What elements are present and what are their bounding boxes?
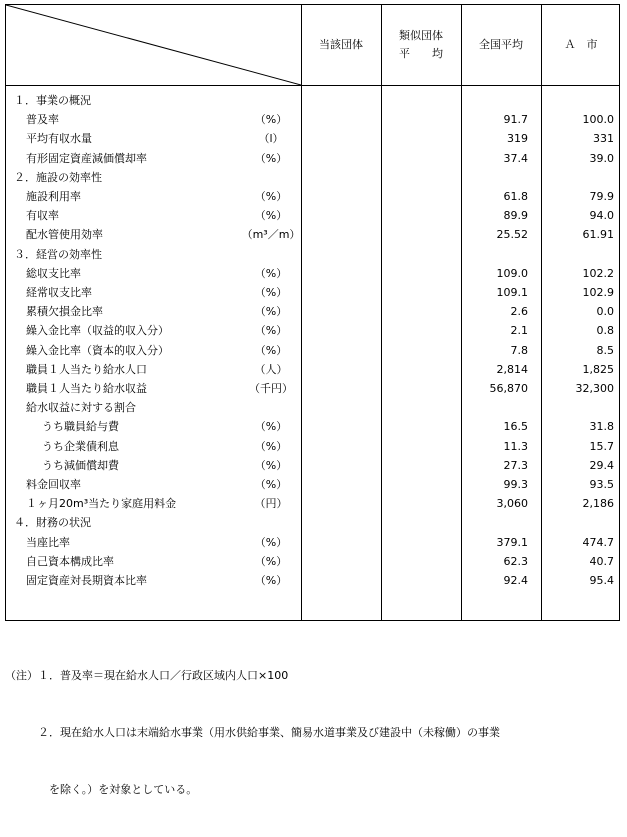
- row-label: 配水管使用効率: [26, 228, 103, 242]
- a-city-value: 2,186: [582, 497, 614, 511]
- table-row: [6, 437, 619, 456]
- header-similar-avg: [381, 5, 461, 85]
- row-unit: （%）: [254, 554, 288, 568]
- a-city-value: 32,300: [575, 382, 614, 395]
- footnote-1: （注）１．普及率＝現在給水人口／行政区域内人口×100: [5, 669, 289, 682]
- table-row: [6, 379, 619, 398]
- row-label: うち減価償却費: [42, 458, 119, 472]
- section-row: [6, 245, 619, 264]
- national-average-value: 56,870: [489, 382, 528, 395]
- table-row: [6, 552, 619, 571]
- header-a-city: Ａ 市: [564, 38, 598, 51]
- a-city-value: 331: [593, 132, 614, 146]
- national-average-value: 11.3: [503, 439, 528, 453]
- national-average-value: 25.52: [496, 228, 528, 242]
- table-row: [6, 110, 619, 129]
- comparison-table: [5, 4, 620, 621]
- row-label: 有収率: [26, 209, 59, 223]
- section-row: [6, 513, 619, 532]
- national-average-value: 99.3: [503, 478, 528, 491]
- table-row: [6, 321, 619, 340]
- row-unit: （%）: [254, 324, 288, 338]
- national-average-value: 379.1: [496, 535, 528, 549]
- table-row: [6, 571, 619, 590]
- row-label: 職員１人当たり給水人口: [26, 362, 147, 376]
- row-unit: （%）: [254, 574, 288, 587]
- header-similar-avg-line1: 類似団体: [399, 29, 443, 42]
- a-city-value: 474.7: [582, 535, 614, 549]
- row-unit: （人）: [254, 362, 288, 376]
- section-row: [6, 91, 619, 110]
- a-city-value: 40.7: [589, 554, 614, 568]
- row-unit: （%）: [254, 420, 288, 434]
- table-row: [6, 360, 619, 379]
- header-divider: [6, 85, 619, 86]
- table-row: [6, 475, 619, 494]
- a-city-value: 93.5: [589, 478, 614, 491]
- row-label: 普及率: [26, 113, 59, 127]
- row-label: 総収支比率: [26, 266, 81, 280]
- header-national-avg: 全国平均: [479, 38, 523, 51]
- row-label: 料金回収率: [26, 478, 81, 491]
- national-average-value: 62.3: [503, 554, 528, 568]
- row-unit: （%）: [254, 190, 288, 203]
- national-average-value: 109.1: [496, 286, 528, 299]
- a-city-value: 102.9: [582, 286, 614, 299]
- national-average-value: 109.0: [496, 266, 528, 280]
- national-average-value: 91.7: [503, 113, 528, 127]
- row-label: 当座比率: [26, 535, 70, 549]
- row-label: 給水収益に対する割合: [26, 401, 136, 415]
- footnote-3: を除く。）を対象としている。: [5, 783, 198, 796]
- section-row: [6, 168, 619, 187]
- header-diagonal-line: [6, 5, 301, 85]
- national-average-value: 16.5: [503, 420, 528, 434]
- table-row: [6, 341, 619, 360]
- a-city-value: 102.2: [582, 266, 614, 280]
- national-average-value: 92.4: [503, 574, 528, 587]
- footnote-2: ２．現在給水人口は末端給水事業（用水供給事業、簡易水道事業及び建設中（未稼働）の事業: [5, 726, 500, 739]
- row-unit: （%）: [254, 305, 288, 319]
- national-average-value: 89.9: [503, 209, 528, 223]
- a-city-value: 8.5: [596, 343, 614, 357]
- row-unit: （%）: [254, 209, 288, 223]
- header-similar-avg-line2: 平 均: [399, 47, 443, 60]
- a-city-value: 0.0: [596, 305, 614, 319]
- national-average-value: 3,060: [496, 497, 528, 511]
- table-row: [6, 398, 619, 417]
- table-row: [6, 283, 619, 302]
- row-label: うち企業債利息: [42, 439, 119, 453]
- a-city-value: 100.0: [582, 113, 614, 127]
- row-unit: （千円）: [249, 382, 293, 395]
- a-city-value: 79.9: [589, 190, 614, 203]
- a-city-value: 94.0: [589, 209, 614, 223]
- table-row: [6, 129, 619, 148]
- row-label: ２．施設の効率性: [14, 170, 102, 184]
- header-own-entity: 当該団体: [319, 38, 363, 51]
- row-label: ３．経営の効率性: [14, 247, 102, 261]
- row-unit: （m³／m）: [241, 228, 301, 242]
- table-row: [6, 494, 619, 513]
- row-unit: （%）: [254, 535, 288, 549]
- table-row: [6, 533, 619, 552]
- row-label: うち職員給与費: [42, 420, 119, 434]
- national-average-value: 2.6: [510, 305, 528, 319]
- row-label: 経常収支比率: [26, 286, 92, 299]
- row-label: 施設利用率: [26, 190, 81, 203]
- a-city-value: 29.4: [589, 458, 614, 472]
- a-city-value: 95.4: [589, 574, 614, 587]
- a-city-value: 0.8: [596, 324, 614, 338]
- a-city-value: 1,825: [582, 362, 614, 376]
- row-unit: （l）: [258, 132, 284, 146]
- row-unit: （円）: [254, 497, 288, 511]
- a-city-value: 61.91: [582, 228, 614, 242]
- row-label: 職員１人当たり給水収益: [26, 382, 147, 395]
- national-average-value: 61.8: [503, 190, 528, 203]
- row-unit: （%）: [254, 266, 288, 280]
- row-unit: （%）: [254, 478, 288, 491]
- row-unit: （%）: [254, 343, 288, 357]
- national-average-value: 37.4: [503, 151, 528, 165]
- table-row: [6, 149, 619, 168]
- row-label: 累積欠損金比率: [26, 305, 103, 319]
- a-city-value: 31.8: [589, 420, 614, 434]
- national-average-value: 27.3: [503, 458, 528, 472]
- a-city-value: 39.0: [589, 151, 614, 165]
- row-unit: （%）: [254, 458, 288, 472]
- row-unit: （%）: [254, 151, 288, 165]
- row-label: 自己資本構成比率: [26, 554, 114, 568]
- row-label: 繰入金比率（収益的収入分）: [26, 324, 169, 338]
- row-unit: （%）: [254, 439, 288, 453]
- row-label: １ヶ月20m³当たり家庭用料金: [26, 497, 177, 511]
- table-row: [6, 206, 619, 225]
- table-row: [6, 187, 619, 206]
- footnotes: [5, 628, 620, 837]
- a-city-value: 15.7: [589, 439, 614, 453]
- row-label: 固定資産対長期資本比率: [26, 574, 147, 587]
- table-row: [6, 456, 619, 475]
- table-row: [6, 302, 619, 321]
- national-average-value: 2,814: [496, 362, 528, 376]
- row-label: １．事業の概況: [14, 94, 91, 107]
- table-row: [6, 417, 619, 436]
- row-label: 繰入金比率（資本的収入分）: [26, 343, 169, 357]
- row-label: 平均有収水量: [26, 132, 92, 146]
- row-unit: （%）: [254, 113, 288, 127]
- row-label: ４．財務の状況: [14, 516, 91, 530]
- table-row: [6, 264, 619, 283]
- national-average-value: 319: [507, 132, 528, 146]
- national-average-value: 2.1: [510, 324, 528, 338]
- table-row: [6, 225, 619, 244]
- row-label: 有形固定資産減価償却率: [26, 151, 147, 165]
- row-unit: （%）: [254, 286, 288, 299]
- national-average-value: 7.8: [510, 343, 528, 357]
